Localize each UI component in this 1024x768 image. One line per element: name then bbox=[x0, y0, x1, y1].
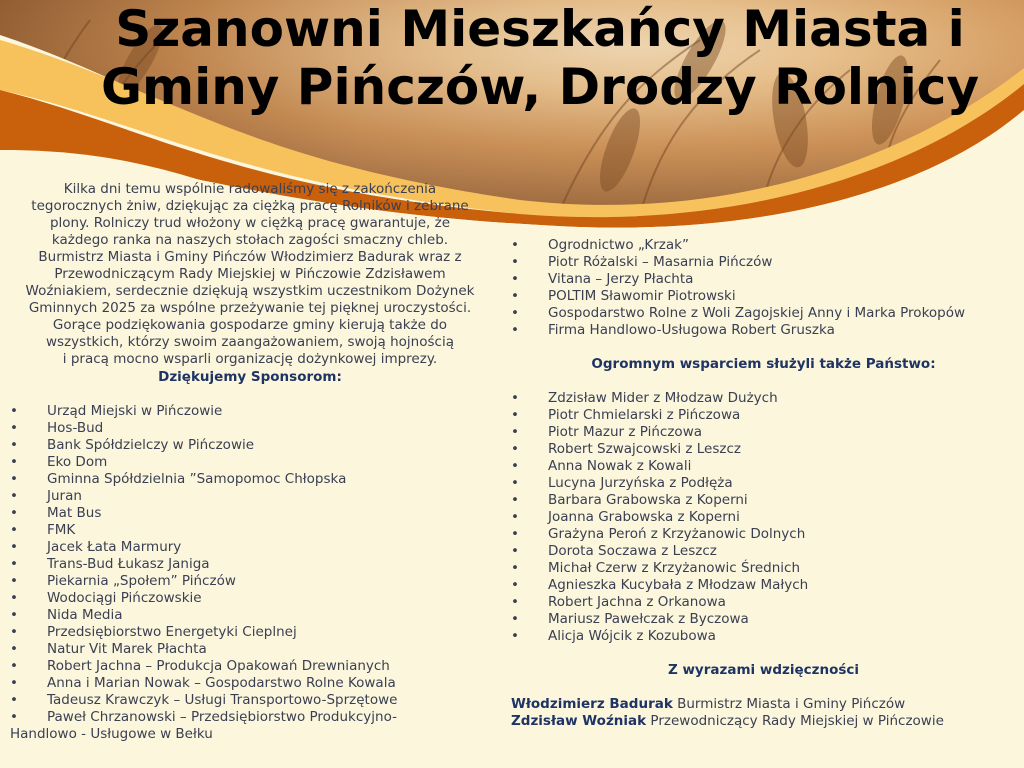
right-column bbox=[511, 237, 1016, 730]
list-item: • Piotr Chmielarski z Pińczowa bbox=[511, 407, 1016, 424]
page-title bbox=[0, 0, 1024, 116]
list-item: • FMK bbox=[10, 522, 490, 539]
list-item: • Gospodarstwo Rolne z Woli Zagojskiej Anny i Marka Prokopów bbox=[511, 305, 1016, 322]
intro-line: Woźniakiem, serdecznie dziękują wszystkim uczestnikom Dożynek bbox=[25, 283, 475, 299]
list-item: • Nida Media bbox=[10, 607, 490, 624]
list-item: • Anna Nowak z Kowali bbox=[511, 458, 1016, 475]
list-item: • Urząd Miejski w Pińczowie bbox=[10, 403, 490, 420]
sponsors-heading: Dziękujemy Sponsorom: bbox=[158, 369, 342, 385]
sponsors-list bbox=[10, 403, 490, 743]
list-item: • Piotr Mazur z Pińczowa bbox=[511, 424, 1016, 441]
list-item: • Jacek Łata Marmury bbox=[10, 539, 490, 556]
title-line-2: Gminy Pińczów, Drodzy Rolnicy bbox=[100, 58, 980, 116]
list-item: • Joanna Grabowska z Koperni bbox=[511, 509, 1016, 526]
list-item: • Barbara Grabowska z Koperni bbox=[511, 492, 1016, 509]
intro-line: Przewodniczącym Rady Miejskiej w Pińczowie Zdzisławem bbox=[54, 266, 446, 282]
list-item: • Alicja Wójcik z Kozubowa bbox=[511, 628, 1016, 645]
signature-line bbox=[511, 696, 1016, 713]
list-item: • Anna i Marian Nowak – Gospodarstwo Rolne Kowala bbox=[10, 675, 490, 692]
signatory-name: Włodzimierz Badurak bbox=[511, 696, 673, 712]
list-item: • Gminna Spółdzielnia ”Samopomoc Chłopska bbox=[10, 471, 490, 488]
signatory-role: Przewodniczący Rady Miejskiej w Pińczowie bbox=[646, 713, 944, 729]
intro-line: Burmistrz Miasta i Gminy Pińczów Włodzimierz Badurak wraz z bbox=[38, 249, 462, 265]
list-item: • Robert Jachna z Orkanowa bbox=[511, 594, 1016, 611]
list-item: • Paweł Chrzanowski – Przedsiębiorstwo Produkcyjno-Handlowo - Usługowe w Bełku bbox=[10, 709, 410, 743]
signature-line bbox=[511, 713, 1016, 730]
signatory-role: Burmistrz Miasta i Gminy Pińczów bbox=[672, 696, 906, 712]
list-item: • Trans-Bud Łukasz Janiga bbox=[10, 556, 490, 573]
intro-line: Kilka dni temu wspólnie radowaliśmy się z zakończenia bbox=[63, 181, 437, 197]
list-item: • Hos-Bud bbox=[10, 420, 490, 437]
left-column bbox=[10, 181, 490, 743]
intro-line: tegorocznych żniw, dziękując za ciężką pracę Rolników i zebrane bbox=[31, 198, 469, 214]
list-item: • Bank Spółdzielczy w Pińczowie bbox=[10, 437, 490, 454]
signature-block bbox=[511, 696, 1016, 730]
intro-line: plony. Rolniczy trud włożony w ciężką pracę gwarantuje, że bbox=[49, 215, 451, 231]
title-line-1: Szanowni Mieszkańcy Miasta i bbox=[115, 0, 965, 58]
list-item: • Tadeusz Krawczyk – Usługi Transportowo-Sprzętowe bbox=[10, 692, 490, 709]
list-item: • Piekarnia „Społem” Pińczów bbox=[10, 573, 490, 590]
list-item: • Mariusz Pawełczak z Byczowa bbox=[511, 611, 1016, 628]
list-item: • Agnieszka Kucybała z Młodzaw Małych bbox=[511, 577, 1016, 594]
list-item: • Michał Czerw z Krzyżanowic Średnich bbox=[511, 560, 1016, 577]
closing-heading: Z wyrazami wdzięczności bbox=[667, 662, 860, 678]
supporters-list bbox=[511, 390, 1016, 645]
list-item: • Natur Vit Marek Płachta bbox=[10, 641, 490, 658]
intro-line: Gorące podziękowania gospodarze gminy kierują także do bbox=[52, 317, 448, 333]
intro-line: i pracą mocno wsparli organizację dożynkowej imprezy. bbox=[62, 351, 438, 367]
intro-line: Gminnych 2025 za wspólne przeżywanie tej pięknej uroczystości. bbox=[28, 300, 472, 316]
intro-line: wszystkich, którzy swoim zaangażowaniem, swoją hojnością bbox=[46, 334, 454, 350]
list-item: • Mat Bus bbox=[10, 505, 490, 522]
signatory-name: Zdzisław Woźniak bbox=[511, 713, 647, 729]
list-item: • POLTIM Sławomir Piotrowski bbox=[511, 288, 1016, 305]
list-item: • Grażyna Peroń z Krzyżanowic Dolnych bbox=[511, 526, 1016, 543]
list-item: • Wodociągi Pińczowskie bbox=[10, 590, 490, 607]
list-item: • Vitana – Jerzy Płachta bbox=[511, 271, 1016, 288]
intro-line: każdego ranka na naszych stołach zagości smaczny chleb. bbox=[51, 232, 449, 248]
list-item: • Juran bbox=[10, 488, 490, 505]
list-item: • Firma Handlowo-Usługowa Robert Gruszka bbox=[511, 322, 1016, 339]
list-item: • Lucyna Jurzyńska z Podłęża bbox=[511, 475, 1016, 492]
list-item: • Robert Jachna – Produkcja Opakowań Drewnianych bbox=[10, 658, 490, 675]
list-item: • Dorota Soczawa z Leszcz bbox=[511, 543, 1016, 560]
list-item: • Przedsiębiorstwo Energetyki Cieplnej bbox=[10, 624, 490, 641]
list-item: • Robert Szwajcowski z Leszcz bbox=[511, 441, 1016, 458]
list-item: • Piotr Różalski – Masarnia Pińczów bbox=[511, 254, 1016, 271]
list-item: • Zdzisław Mider z Młodzaw Dużych bbox=[511, 390, 1016, 407]
list-item: • Ogrodnictwo „Krzak” bbox=[511, 237, 1016, 254]
intro-text bbox=[10, 181, 490, 368]
sponsors-list-continued bbox=[511, 237, 1016, 339]
support-heading: Ogromnym wsparciem służyli także Państwo: bbox=[591, 356, 936, 372]
list-item: • Eko Dom bbox=[10, 454, 490, 471]
